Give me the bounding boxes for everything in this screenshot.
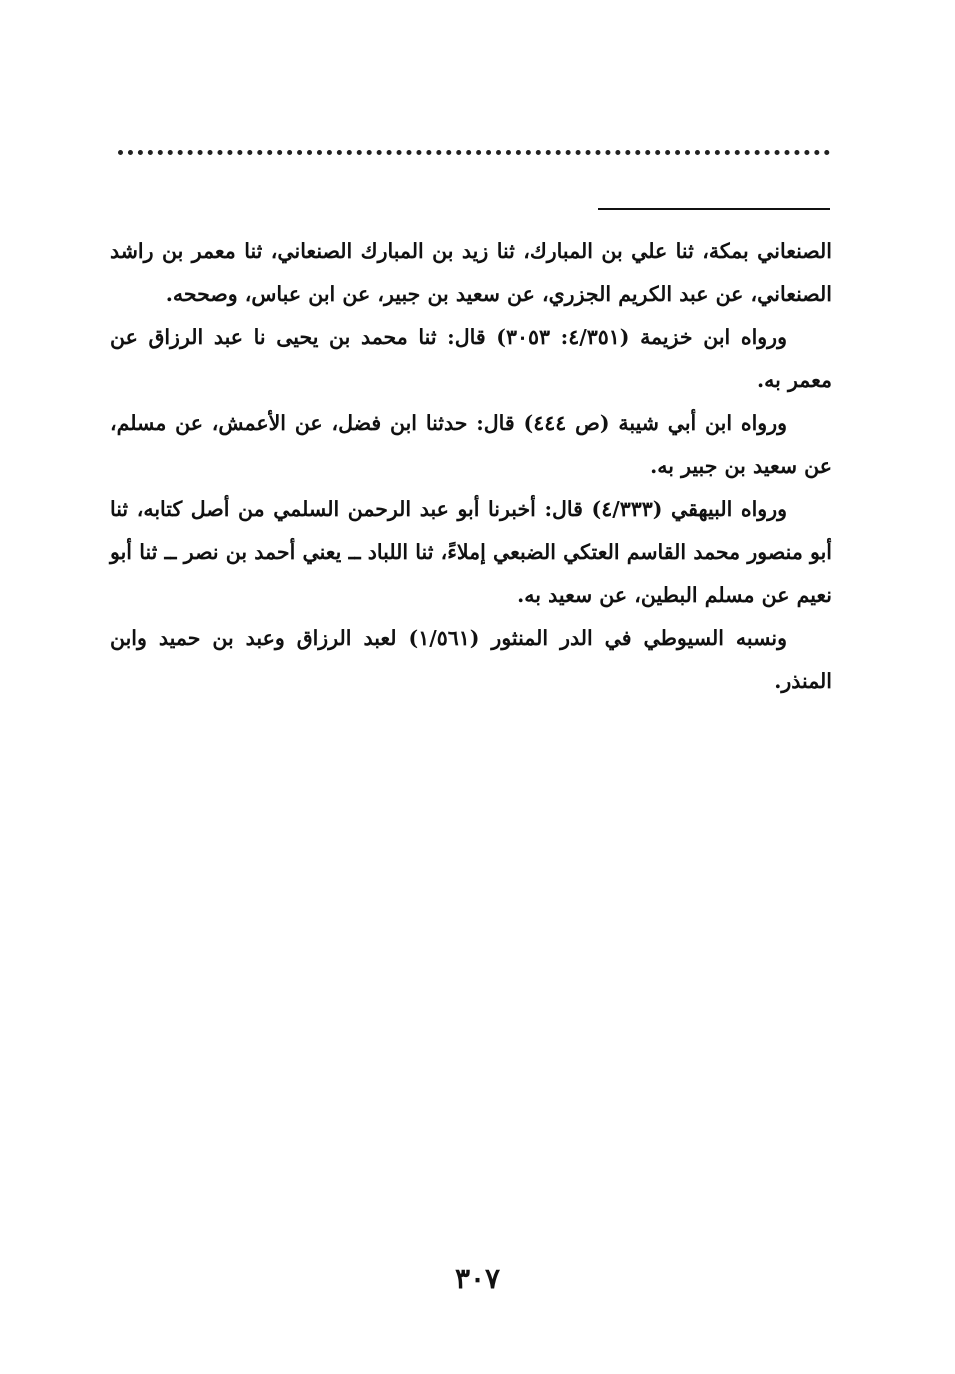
footnote-paragraph: ورواه البيهقي (٤/٣٣٣) قال: أخبرنا أبو عبد الرحمن السلمي من أصل كتابه، ثنا أبو منصور محمد القاسم العتكي الضبعي إملاءً، ثنا اللباد ــ يعني أحمد بن نصر ــ ثنا أبو نعيم عن مسلم البطين، عن سعيد به. xyxy=(110,497,832,607)
footnote-paragraph: ونسبه السيوطي في الدر المنثور (١/٥٦١) لعبد الرزاق وعبد بن حميد وابن المنذر. xyxy=(110,626,832,693)
footnote-paragraph: الصنعاني بمكة، ثنا علي بن المبارك، ثنا زيد بن المبارك الصنعاني، ثنا معمر بن راشد الصنعاني، عن عبد الكريم الجزري، عن سعيد بن جبير، عن ابن عباس، وصححه. xyxy=(110,239,832,306)
footnote-paragraph: ورواه ابن خزيمة (٤/٣٥١: ٣٠٥٣) قال: ثنا محمد بن يحيى نا عبد الرزاق عن معمر به. xyxy=(110,325,832,392)
footnote-rule xyxy=(598,208,830,210)
footnote-paragraph: ورواه ابن أبي شيبة (ص ٤٤٤) قال: حدثنا ابن فضل، عن الأعمش، عن مسلم، عن سعيد بن جبير به. xyxy=(110,411,832,478)
footnote-body xyxy=(110,230,832,703)
dotted-separator xyxy=(118,150,830,155)
page-number: ٣٠٧ xyxy=(454,1262,501,1295)
